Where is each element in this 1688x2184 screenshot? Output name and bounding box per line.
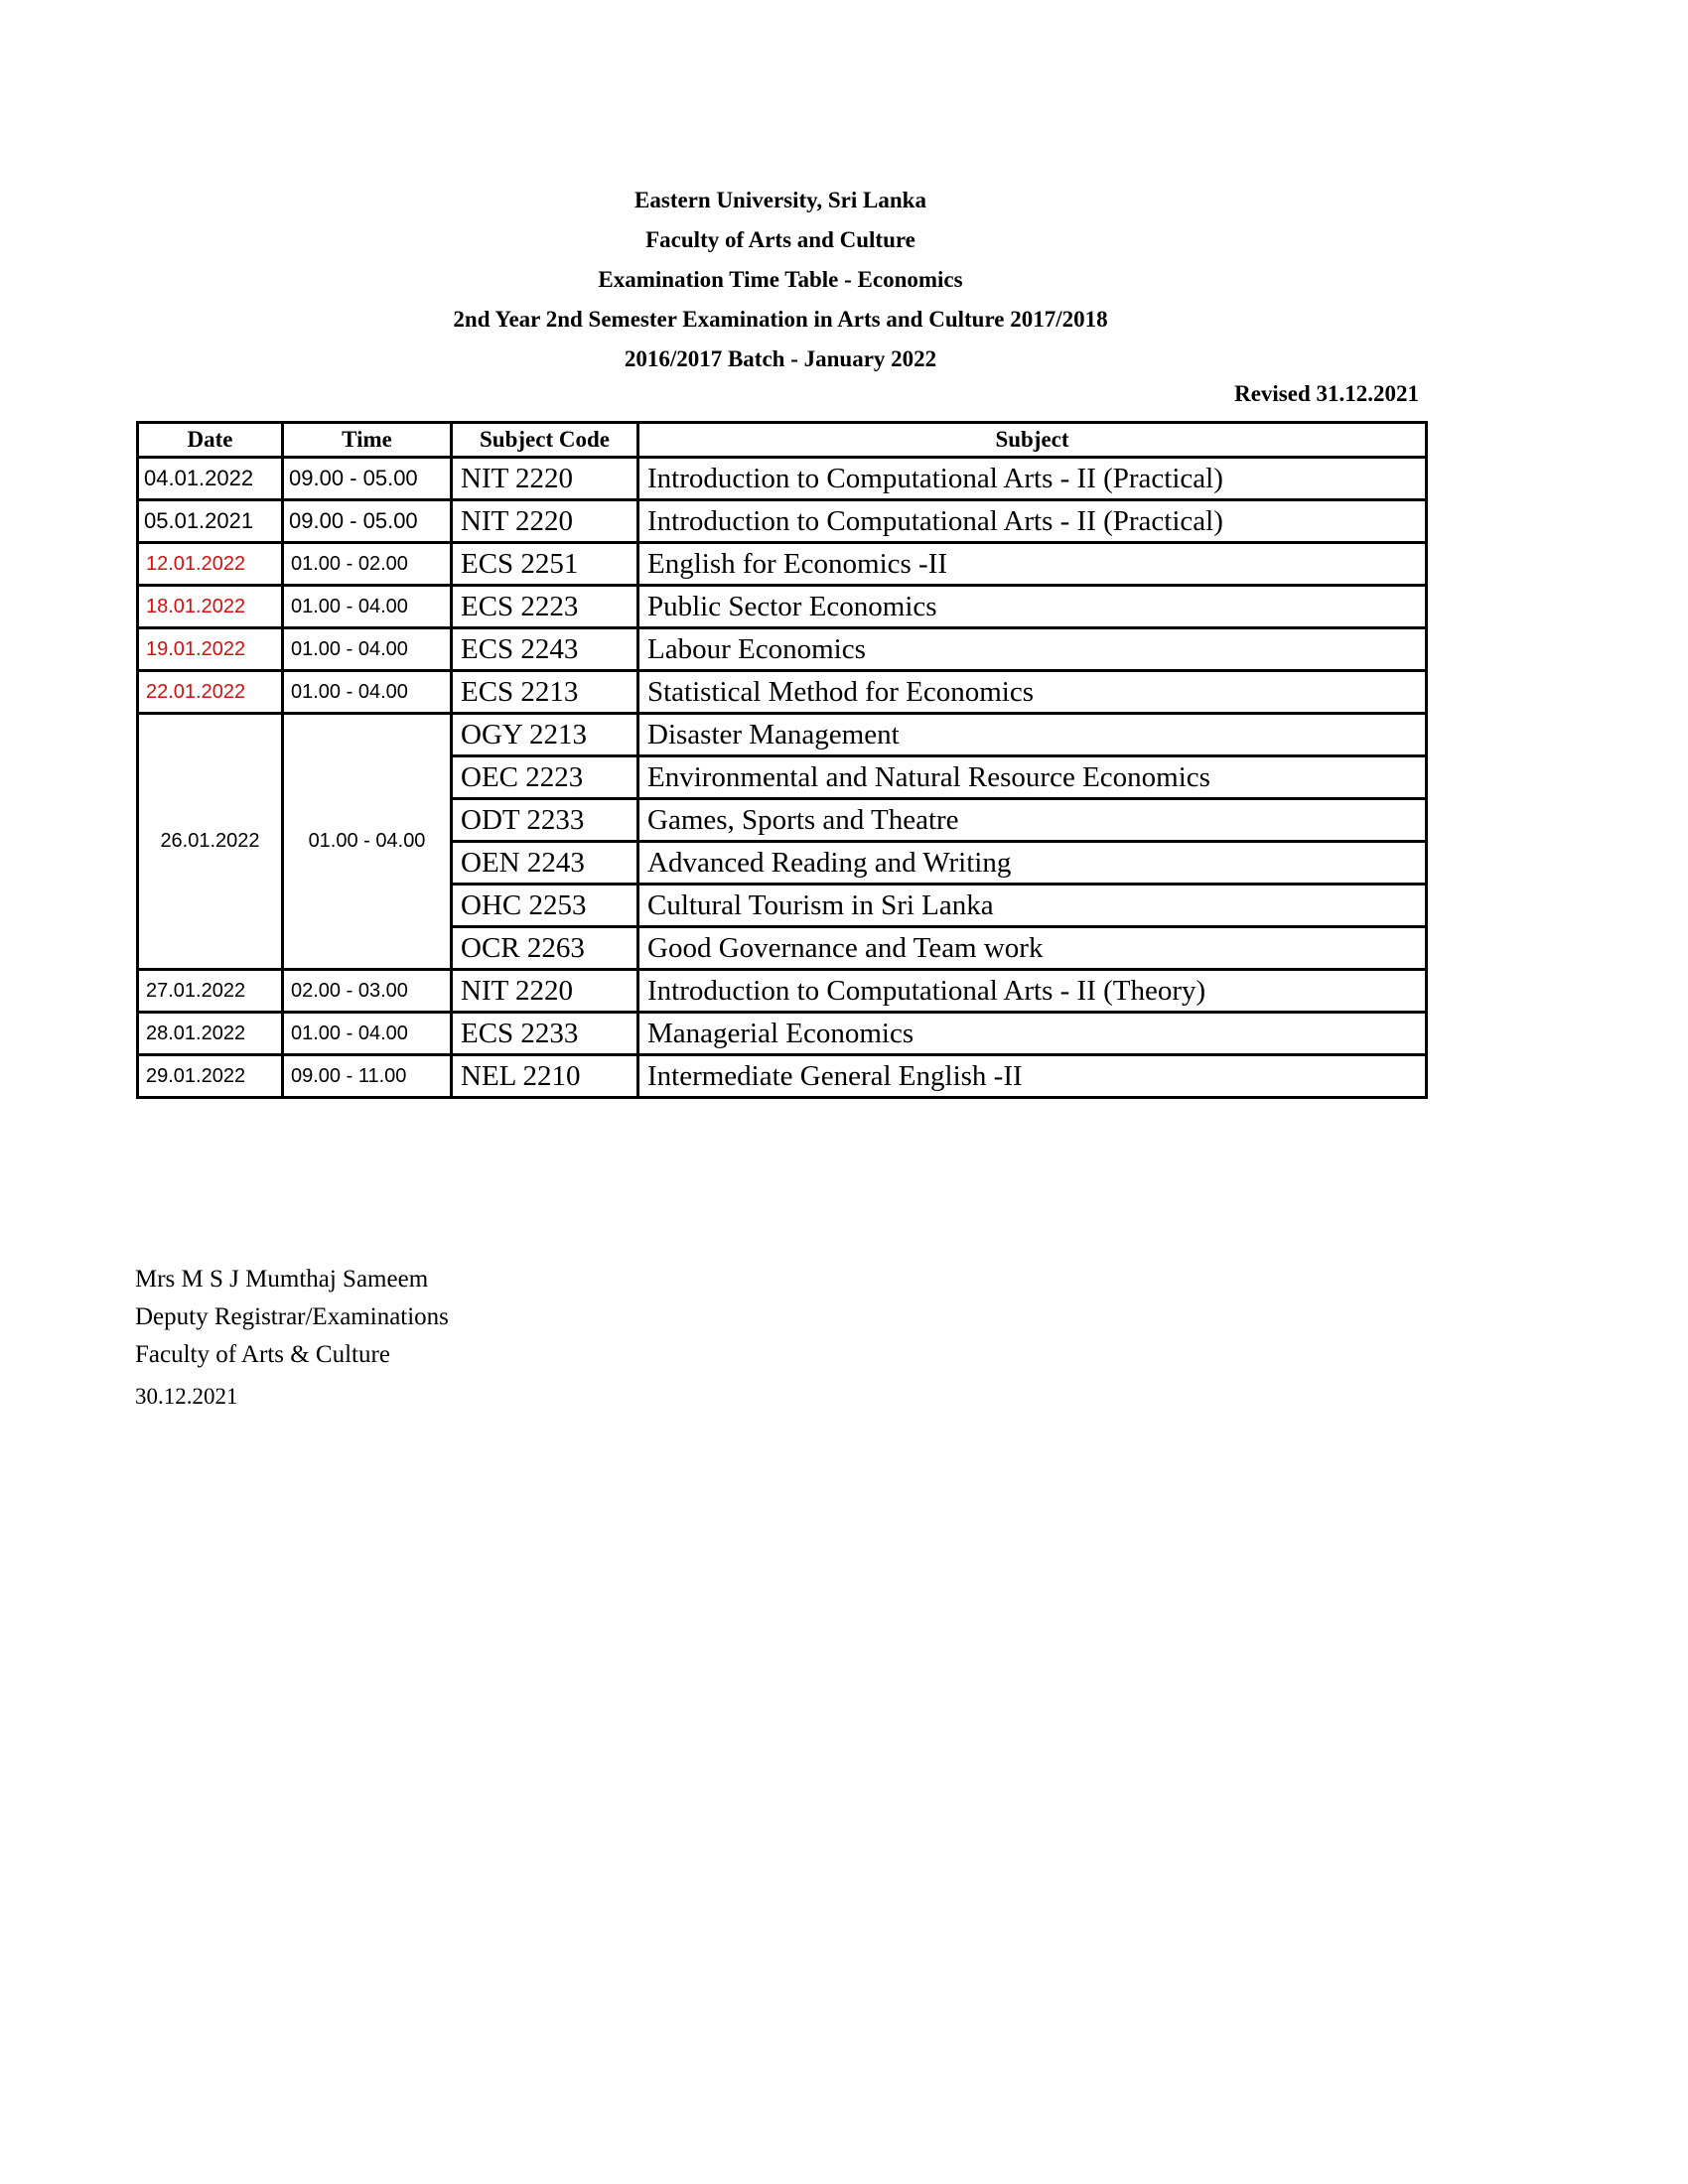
subject-code-cell: ECS 2233: [452, 1013, 638, 1055]
subject-cell: Introduction to Computational Arts - II (Practical): [638, 500, 1427, 543]
title-semester: 2nd Year 2nd Semester Examination in Arts and Culture 2017/2018: [453, 307, 1108, 332]
date-cell: 26.01.2022: [138, 714, 283, 970]
subject-code-cell: NIT 2220: [452, 458, 638, 500]
signature-block: [135, 1261, 449, 1410]
subject-code-cell: OEC 2223: [452, 756, 638, 799]
subject-cell: Good Governance and Team work: [638, 927, 1427, 970]
subject-code-cell: ECS 2213: [452, 671, 638, 714]
subject-code-cell: NIT 2220: [452, 970, 638, 1013]
title-faculty: Faculty of Arts and Culture: [645, 227, 915, 252]
table-row: [138, 970, 1427, 1013]
subject-cell: Introduction to Computational Arts - II (Theory): [638, 970, 1427, 1013]
subject-cell: Intermediate General English -II: [638, 1055, 1427, 1098]
table-row: [138, 671, 1427, 714]
date-cell: 04.01.2022: [138, 458, 283, 500]
subject-cell: Introduction to Computational Arts - II (Practical): [638, 458, 1427, 500]
title-batch: 2016/2017 Batch - January 2022: [624, 346, 937, 371]
signatory-title: Deputy Registrar/Examinations: [135, 1303, 449, 1330]
time-cell: 01.00 - 04.00: [283, 586, 452, 628]
table-row: [138, 714, 1427, 756]
table-row: [138, 500, 1427, 543]
header-date: Date: [138, 423, 283, 458]
table-row: [138, 628, 1427, 671]
table-row: [138, 1055, 1427, 1098]
time-cell: 01.00 - 04.00: [283, 628, 452, 671]
exam-timetable: [136, 421, 1428, 1099]
time-cell: 01.00 - 04.00: [283, 1013, 452, 1055]
time-cell: 09.00 - 05.00: [283, 458, 452, 500]
date-cell: 27.01.2022: [138, 970, 283, 1013]
revised-note: Revised 31.12.2021: [1234, 381, 1419, 406]
subject-code-cell: OHC 2253: [452, 885, 638, 927]
subject-code-cell: ECS 2223: [452, 586, 638, 628]
signatory-faculty: Faculty of Arts & Culture: [135, 1341, 390, 1368]
document-title-block: [136, 181, 1425, 379]
signature-date: 30.12.2021: [135, 1384, 238, 1409]
header-subject-code: Subject Code: [452, 423, 638, 458]
subject-code-cell: ECS 2251: [452, 543, 638, 586]
header-row: [138, 423, 1427, 458]
time-cell: 01.00 - 02.00: [283, 543, 452, 586]
subject-cell: Disaster Management: [638, 714, 1427, 756]
time-cell: 01.00 - 04.00: [283, 714, 452, 970]
date-cell: 28.01.2022: [138, 1013, 283, 1055]
title-timetable: Examination Time Table - Economics: [598, 267, 963, 292]
subject-cell: Managerial Economics: [638, 1013, 1427, 1055]
date-cell: 12.01.2022: [138, 543, 283, 586]
table-row: [138, 586, 1427, 628]
header-subject: Subject: [638, 423, 1427, 458]
date-cell: 22.01.2022: [138, 671, 283, 714]
date-cell: 05.01.2021: [138, 500, 283, 543]
table-row: [138, 543, 1427, 586]
subject-cell: Advanced Reading and Writing: [638, 842, 1427, 885]
subject-code-cell: NEL 2210: [452, 1055, 638, 1098]
subject-cell: Public Sector Economics: [638, 586, 1427, 628]
subject-cell: Environmental and Natural Resource Economics: [638, 756, 1427, 799]
time-cell: 09.00 - 11.00: [283, 1055, 452, 1098]
subject-cell: Cultural Tourism in Sri Lanka: [638, 885, 1427, 927]
time-cell: 02.00 - 03.00: [283, 970, 452, 1013]
subject-code-cell: OEN 2243: [452, 842, 638, 885]
date-cell: 18.01.2022: [138, 586, 283, 628]
header-time: Time: [283, 423, 452, 458]
table-row: [138, 458, 1427, 500]
subject-cell: Games, Sports and Theatre: [638, 799, 1427, 842]
date-cell: 29.01.2022: [138, 1055, 283, 1098]
subject-cell: Statistical Method for Economics: [638, 671, 1427, 714]
subject-code-cell: OGY 2213: [452, 714, 638, 756]
subject-code-cell: OCR 2263: [452, 927, 638, 970]
subject-cell: English for Economics -II: [638, 543, 1427, 586]
subject-code-cell: NIT 2220: [452, 500, 638, 543]
time-cell: 01.00 - 04.00: [283, 671, 452, 714]
time-cell: 09.00 - 05.00: [283, 500, 452, 543]
signatory-name: Mrs M S J Mumthaj Sameem: [135, 1266, 429, 1293]
date-cell: 19.01.2022: [138, 628, 283, 671]
table-row: [138, 1013, 1427, 1055]
subject-cell: Labour Economics: [638, 628, 1427, 671]
title-university: Eastern University, Sri Lanka: [634, 188, 926, 212]
subject-code-cell: ECS 2243: [452, 628, 638, 671]
subject-code-cell: ODT 2233: [452, 799, 638, 842]
